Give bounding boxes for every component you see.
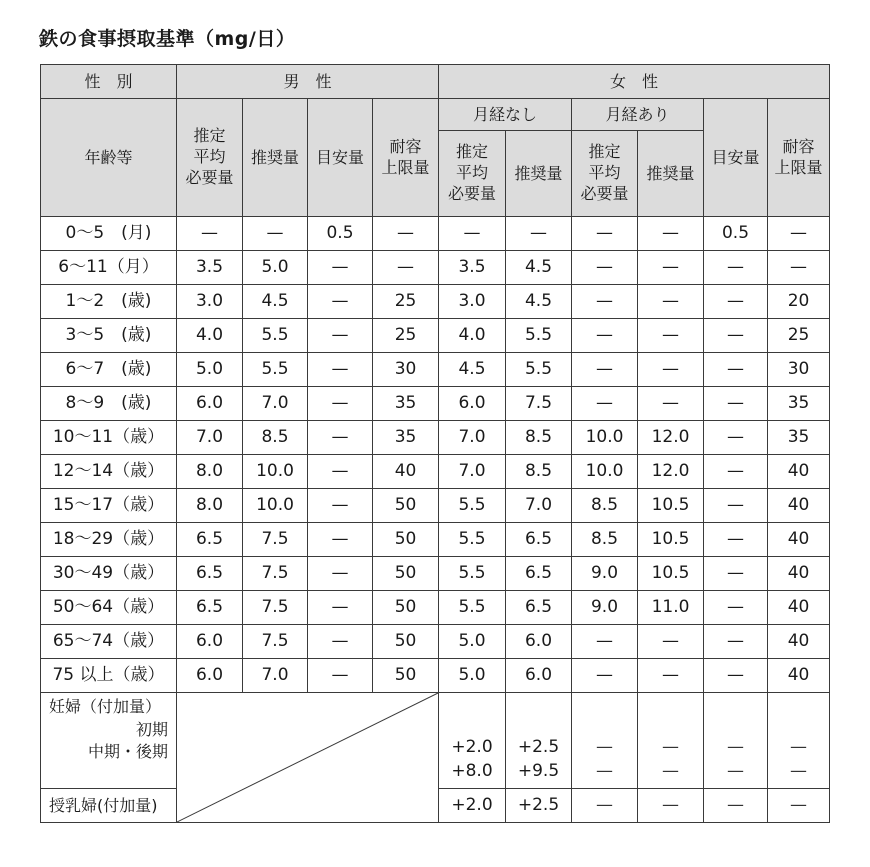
cell-with-menses-rda: —	[638, 625, 704, 659]
cell-male-ear: 8.0	[177, 455, 243, 489]
cell-male-ul: —	[373, 251, 439, 285]
cell-with-menses-rda: —	[638, 387, 704, 421]
cell-with-menses-rda: —	[638, 251, 704, 285]
cell-male-ul: 25	[373, 319, 439, 353]
cell-male-ai: —	[308, 353, 373, 387]
cell-with-menses-rda: 10.5	[638, 523, 704, 557]
pregnant-label-cell	[41, 693, 177, 789]
cell-no-menses-ear: 5.5	[439, 489, 506, 523]
cell-male-ul: 50	[373, 557, 439, 591]
cell-male-ai: —	[308, 625, 373, 659]
header-with-menses-rda: 推奨量	[638, 131, 704, 217]
cell-with-menses-ear: —	[572, 285, 638, 319]
row-pregnant	[41, 693, 830, 789]
cell-no-menses-rda: 8.5	[506, 455, 572, 489]
cell-with-menses-ear: 8.5	[572, 489, 638, 523]
table-row	[41, 455, 830, 489]
table-row	[41, 591, 830, 625]
cell-female-ai: —	[704, 591, 768, 625]
header-male-ear: 推定 平均 必要量	[177, 99, 243, 217]
cell-no-menses-ear: 3.0	[439, 285, 506, 319]
cell-female-ul: 20	[768, 285, 830, 319]
cell-with-menses-ear: 9.0	[572, 591, 638, 625]
cell-female-ai: —	[704, 625, 768, 659]
cell-male-ear: 3.5	[177, 251, 243, 285]
cell-no-menses-ear: 6.0	[439, 387, 506, 421]
cell-female-ai: —	[704, 557, 768, 591]
cell-male-rda: 4.5	[243, 285, 308, 319]
cell-no-menses-ear: 5.5	[439, 591, 506, 625]
cell-male-ai: —	[308, 489, 373, 523]
cell-male-rda: 5.5	[243, 319, 308, 353]
cell-male-ul: 50	[373, 591, 439, 625]
header-male-ai: 目安量	[308, 99, 373, 217]
cell-male-ai: —	[308, 455, 373, 489]
cell-female-ul: 30	[768, 353, 830, 387]
cell-male-ai: —	[308, 387, 373, 421]
cell-with-menses-rda: —	[638, 285, 704, 319]
cell-male-ear: 6.0	[177, 659, 243, 693]
cell-male-ai: —	[308, 591, 373, 625]
cell-with-menses-ear: —	[572, 387, 638, 421]
table-row	[41, 319, 830, 353]
cell-female-ai: —	[704, 251, 768, 285]
table-row	[41, 353, 830, 387]
cell-with-menses-rda: 12.0	[638, 455, 704, 489]
cell-age: 6～7 (歳)	[41, 353, 177, 387]
cell-no-menses-ear: 3.5	[439, 251, 506, 285]
table-row	[41, 489, 830, 523]
cell-male-rda: —	[243, 217, 308, 251]
page-title: 鉄の食事摂取基準（mg/日）	[39, 28, 296, 50]
header-age: 年齢等	[41, 99, 177, 217]
cell-male-ear: 6.5	[177, 591, 243, 625]
cell-male-ul: 30	[373, 353, 439, 387]
header-sex: 性 別	[41, 65, 177, 99]
header-female-ai: 目安量	[704, 99, 768, 217]
cell-age: 3～5 (歳)	[41, 319, 177, 353]
cell-female-ul: 40	[768, 557, 830, 591]
cell-male-rda: 7.5	[243, 523, 308, 557]
cell-no-menses-ear: 5.0	[439, 659, 506, 693]
header-no-menses-rda: 推奨量	[506, 131, 572, 217]
cell-female-ul: 40	[768, 659, 830, 693]
cell-with-menses-rda: —	[638, 319, 704, 353]
cell-no-menses-ear: 5.5	[439, 557, 506, 591]
header-no-menses: 月経なし	[439, 99, 572, 131]
cell-with-menses-rda: 10.5	[638, 557, 704, 591]
pregnant-menses-rda: — —	[638, 693, 704, 789]
cell-female-ai: —	[704, 387, 768, 421]
cell-male-ear: 7.0	[177, 421, 243, 455]
header-female: 女 性	[439, 65, 830, 99]
cell-with-menses-ear: 10.0	[572, 421, 638, 455]
cell-with-menses-ear: —	[572, 353, 638, 387]
pregnant-rda: +2.5 +9.5	[506, 693, 572, 789]
cell-male-ear: 6.5	[177, 557, 243, 591]
pregnant-label: 妊婦（付加量）	[49, 697, 162, 716]
cell-female-ul: 40	[768, 455, 830, 489]
cell-age: 50～64（歳）	[41, 591, 177, 625]
cell-with-menses-rda: —	[638, 659, 704, 693]
cell-male-ai: —	[308, 285, 373, 319]
cell-female-ul: 35	[768, 421, 830, 455]
cell-male-ear: 5.0	[177, 353, 243, 387]
cell-no-menses-ear: —	[439, 217, 506, 251]
cell-age: 12～14（歳）	[41, 455, 177, 489]
cell-male-ai: 0.5	[308, 217, 373, 251]
cell-no-menses-ear: 5.5	[439, 523, 506, 557]
cell-no-menses-rda: 7.5	[506, 387, 572, 421]
pregnant-ai: — —	[704, 693, 768, 789]
cell-male-ul: 35	[373, 421, 439, 455]
cell-age: 18～29（歳）	[41, 523, 177, 557]
cell-male-ear: 8.0	[177, 489, 243, 523]
lactating-label: 授乳婦(付加量)	[41, 789, 177, 823]
cell-age: 6～11（月）	[41, 251, 177, 285]
diagonal-line	[177, 693, 438, 822]
cell-male-ul: 35	[373, 387, 439, 421]
table-row	[41, 251, 830, 285]
table-row	[41, 625, 830, 659]
cell-female-ul: 35	[768, 387, 830, 421]
cell-male-ai: —	[308, 319, 373, 353]
lactating-rda: +2.5	[506, 789, 572, 823]
header-male: 男 性	[177, 65, 439, 99]
cell-male-ai: —	[308, 421, 373, 455]
cell-age: 1～2 (歳)	[41, 285, 177, 319]
cell-no-menses-ear: 4.0	[439, 319, 506, 353]
cell-no-menses-rda: —	[506, 217, 572, 251]
pregnant-menses-ear: — —	[572, 693, 638, 789]
cell-female-ai: —	[704, 285, 768, 319]
cell-female-ul: —	[768, 251, 830, 285]
cell-male-rda: 10.0	[243, 489, 308, 523]
cell-age: 10～11（歳）	[41, 421, 177, 455]
lactating-ul: —	[768, 789, 830, 823]
cell-male-rda: 7.5	[243, 557, 308, 591]
cell-female-ul: —	[768, 217, 830, 251]
cell-with-menses-ear: —	[572, 319, 638, 353]
cell-male-ul: 25	[373, 285, 439, 319]
cell-no-menses-rda: 8.5	[506, 421, 572, 455]
cell-with-menses-rda: 11.0	[638, 591, 704, 625]
cell-no-menses-rda: 5.5	[506, 353, 572, 387]
pregnant-mid-late: 中期・後期	[87, 742, 168, 762]
cell-male-ear: —	[177, 217, 243, 251]
lactating-menses-rda: —	[638, 789, 704, 823]
cell-male-rda: 5.5	[243, 353, 308, 387]
cell-male-rda: 7.0	[243, 387, 308, 421]
table-row	[41, 285, 830, 319]
lactating-ear: +2.0	[439, 789, 506, 823]
cell-male-rda: 7.5	[243, 591, 308, 625]
cell-male-ul: 40	[373, 455, 439, 489]
cell-female-ai: —	[704, 489, 768, 523]
cell-male-rda: 7.5	[243, 625, 308, 659]
cell-female-ai: 0.5	[704, 217, 768, 251]
cell-age: 0～5 (月)	[41, 217, 177, 251]
header-with-menses-ear: 推定 平均 必要量	[572, 131, 638, 217]
cell-no-menses-rda: 6.0	[506, 625, 572, 659]
cell-male-ear: 3.0	[177, 285, 243, 319]
cell-female-ai: —	[704, 353, 768, 387]
cell-female-ai: —	[704, 455, 768, 489]
cell-female-ul: 25	[768, 319, 830, 353]
cell-male-ai: —	[308, 523, 373, 557]
cell-no-menses-ear: 7.0	[439, 455, 506, 489]
cell-female-ul: 40	[768, 591, 830, 625]
cell-age: 75 以上（歳）	[41, 659, 177, 693]
cell-with-menses-ear: —	[572, 251, 638, 285]
cell-with-menses-ear: 8.5	[572, 523, 638, 557]
cell-no-menses-rda: 6.5	[506, 557, 572, 591]
cell-male-ai: —	[308, 251, 373, 285]
cell-with-menses-ear: 9.0	[572, 557, 638, 591]
cell-age: 15～17（歳）	[41, 489, 177, 523]
cell-with-menses-rda: 12.0	[638, 421, 704, 455]
pregnant-ul: — —	[768, 693, 830, 789]
cell-male-ear: 6.0	[177, 387, 243, 421]
cell-male-ul: 50	[373, 625, 439, 659]
pregnant-early: 初期	[135, 719, 168, 739]
cell-no-menses-rda: 6.5	[506, 591, 572, 625]
lactating-ai: —	[704, 789, 768, 823]
cell-male-ai: —	[308, 659, 373, 693]
cell-male-rda: 5.0	[243, 251, 308, 285]
cell-female-ul: 40	[768, 523, 830, 557]
table-row	[41, 523, 830, 557]
header-male-ul: 耐容 上限量	[373, 99, 439, 217]
iron-intake-table	[40, 64, 830, 823]
header-no-menses-ear: 推定 平均 必要量	[439, 131, 506, 217]
cell-female-ul: 40	[768, 625, 830, 659]
cell-with-menses-rda: —	[638, 217, 704, 251]
cell-female-ai: —	[704, 523, 768, 557]
table-row	[41, 217, 830, 251]
cell-female-ai: —	[704, 319, 768, 353]
cell-male-ul: 50	[373, 659, 439, 693]
cell-with-menses-rda: 10.5	[638, 489, 704, 523]
cell-male-ul: —	[373, 217, 439, 251]
pregnant-ear: +2.0 +8.0	[439, 693, 506, 789]
cell-with-menses-ear: —	[572, 659, 638, 693]
cell-no-menses-ear: 5.0	[439, 625, 506, 659]
cell-male-ul: 50	[373, 523, 439, 557]
table-row	[41, 421, 830, 455]
cell-age: 8～9 (歳)	[41, 387, 177, 421]
cell-no-menses-ear: 7.0	[439, 421, 506, 455]
header-female-ul: 耐容 上限量	[768, 99, 830, 217]
cell-no-menses-rda: 4.5	[506, 251, 572, 285]
cell-male-ear: 4.0	[177, 319, 243, 353]
cell-male-rda: 8.5	[243, 421, 308, 455]
cell-male-ul: 50	[373, 489, 439, 523]
cell-no-menses-rda: 7.0	[506, 489, 572, 523]
cell-with-menses-ear: —	[572, 625, 638, 659]
cell-no-menses-rda: 6.0	[506, 659, 572, 693]
header-with-menses: 月経あり	[572, 99, 704, 131]
cell-female-ul: 40	[768, 489, 830, 523]
cell-no-menses-rda: 6.5	[506, 523, 572, 557]
cell-female-ai: —	[704, 421, 768, 455]
male-not-applicable-cell	[177, 693, 439, 823]
table-row	[41, 659, 830, 693]
cell-no-menses-rda: 4.5	[506, 285, 572, 319]
cell-male-rda: 7.0	[243, 659, 308, 693]
cell-male-rda: 10.0	[243, 455, 308, 489]
cell-male-ear: 6.5	[177, 523, 243, 557]
cell-male-ear: 6.0	[177, 625, 243, 659]
cell-female-ai: —	[704, 659, 768, 693]
header-male-rda: 推奨量	[243, 99, 308, 217]
cell-male-ai: —	[308, 557, 373, 591]
cell-no-menses-ear: 4.5	[439, 353, 506, 387]
table-row	[41, 387, 830, 421]
lactating-menses-ear: —	[572, 789, 638, 823]
cell-with-menses-rda: —	[638, 353, 704, 387]
cell-no-menses-rda: 5.5	[506, 319, 572, 353]
cell-age: 30～49（歳）	[41, 557, 177, 591]
cell-with-menses-ear: —	[572, 217, 638, 251]
table-row	[41, 557, 830, 591]
cell-with-menses-ear: 10.0	[572, 455, 638, 489]
cell-age: 65～74（歳）	[41, 625, 177, 659]
